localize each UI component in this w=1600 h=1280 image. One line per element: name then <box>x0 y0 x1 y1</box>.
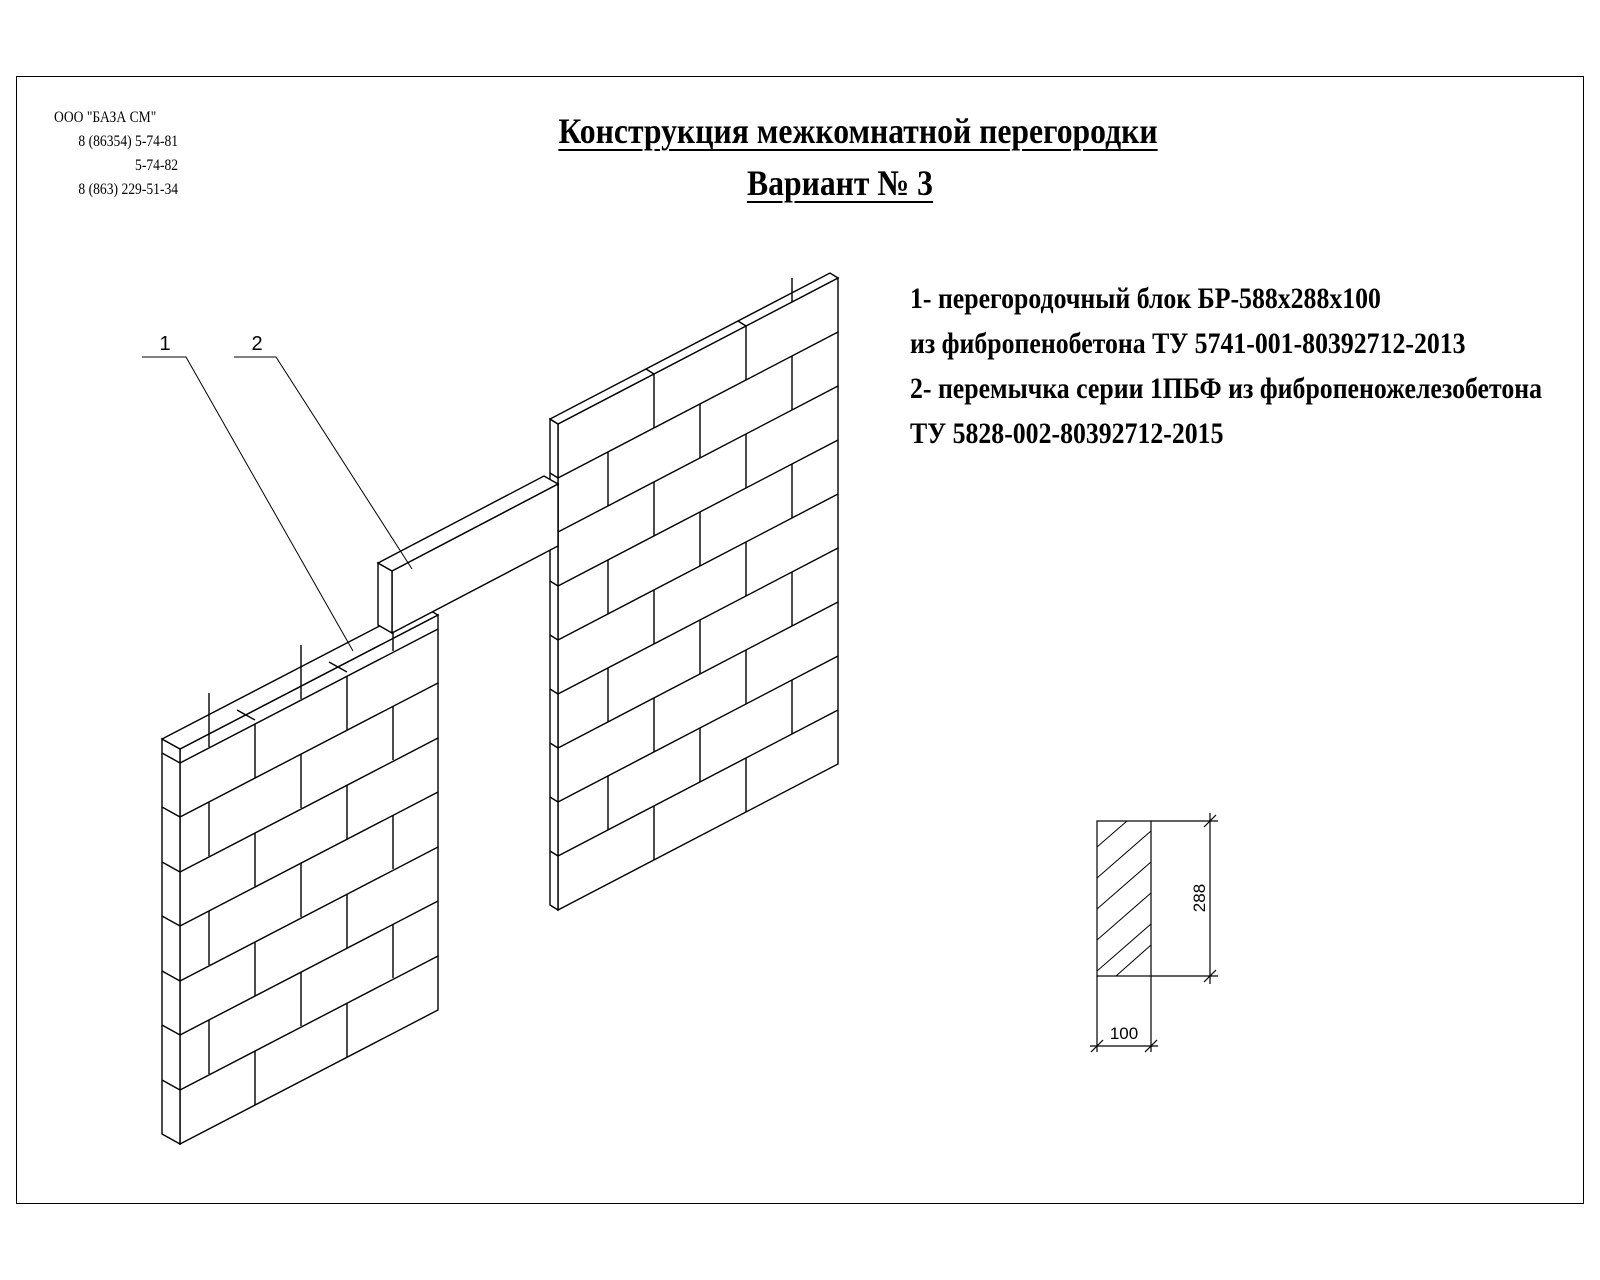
callout-label-2: 2 <box>251 333 263 355</box>
section-detail <box>1090 813 1218 1052</box>
page-subtitle: Вариант № 3 <box>746 163 934 203</box>
company-phone-3: 8 (863) 229-51-34 <box>78 181 179 198</box>
callout-leaders <box>142 357 412 651</box>
company-name: ООО "БАЗА СМ" <box>54 109 157 126</box>
company-phone-2: 5-74-82 <box>135 157 179 174</box>
page-title: Конструкция межкомнатной перегородки <box>558 111 1158 151</box>
section-width-label: 100 <box>1109 1024 1139 1043</box>
left-wall <box>162 605 438 1144</box>
section-height-label: 288 <box>1190 883 1209 913</box>
legend-item-1-line-2: из фибропенобетона ТУ 5741-001-80392712-2013 <box>910 327 1466 360</box>
legend-item-2-line-2: ТУ 5828-002-80392712-2015 <box>910 417 1224 450</box>
company-phone-1: 8 (86354) 5-74-81 <box>78 133 179 150</box>
legend-item-1-line-1: 1- перегородочный блок БР-588х288х100 <box>910 282 1381 315</box>
callout-label-1: 1 <box>159 333 171 355</box>
right-wall <box>550 273 838 910</box>
legend-item-2-line-1: 2- перемычка серии 1ПБФ из фибропеножелезобетона <box>910 372 1543 405</box>
lintel <box>378 476 558 633</box>
